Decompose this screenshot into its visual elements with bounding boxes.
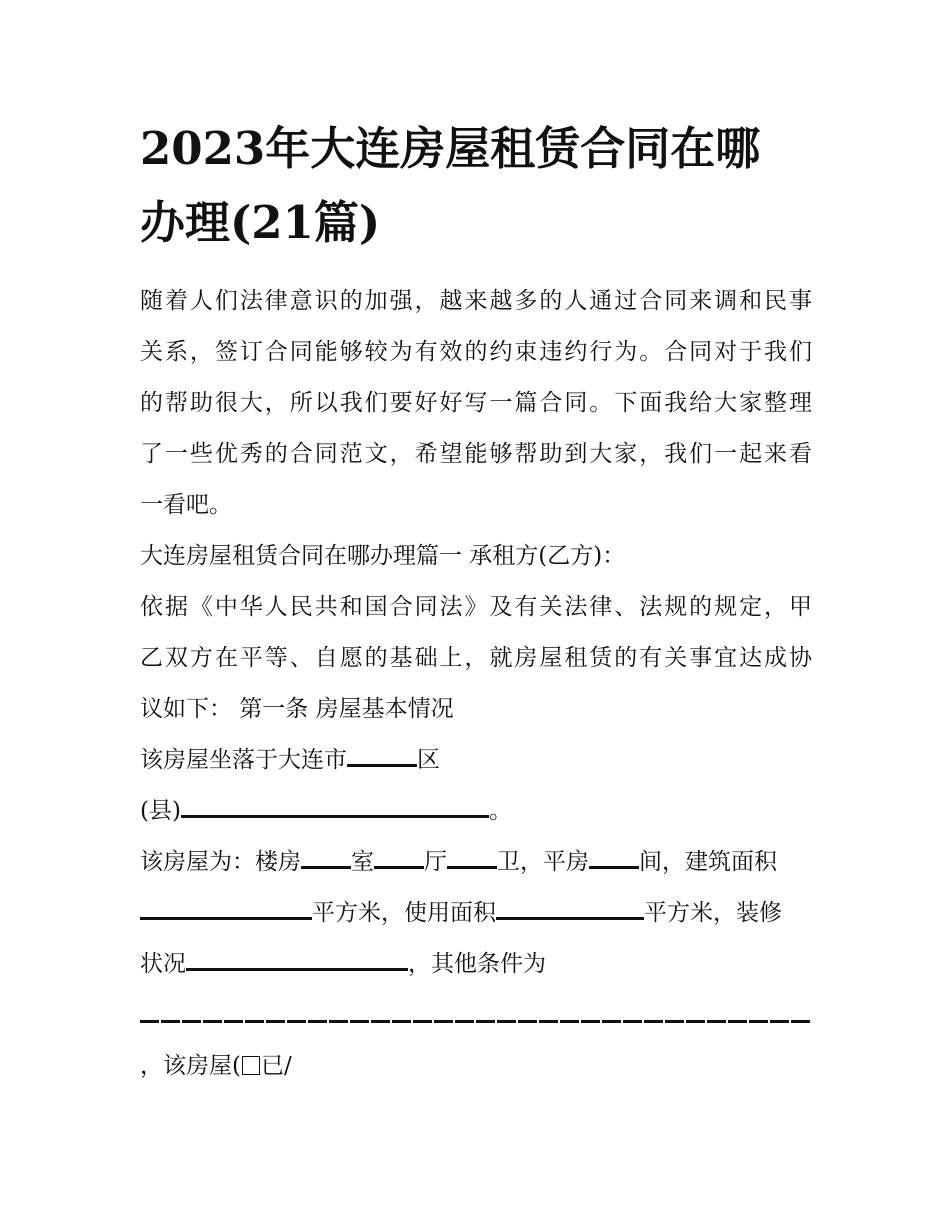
intro-line-3: 的帮助很大，所以我们要好好写一篇合同。下面我给大家整理 [140,390,812,416]
bath-label: 卫，平房 [497,849,589,875]
room-label: 室 [351,849,374,875]
building-area-blank [140,899,312,920]
jian-label: 间，建筑面积 [639,849,777,875]
title-line-1: 2023年大连房屋租赁合同在哪 [140,122,761,175]
intro-line-2: 关系，签订合同能够较为有效的约束违约行为。合同对于我们 [140,339,812,365]
county-label: (县) [140,798,181,824]
hall-label: 厅 [424,849,447,875]
checkbox-icon [242,1056,260,1075]
basis-line-3: 议如下： 第一条 房屋基本情况 [140,696,454,722]
location-district: 区 [417,747,440,773]
intro-line-1: 随着人们法律意识的加强，越来越多的人通过合同来调和民事 [140,288,812,314]
bath-blank [447,848,497,869]
county-line [140,786,812,837]
status-line [140,1041,812,1092]
title-line-2: 办理(21篇) [140,196,381,249]
decor-blank [186,950,408,971]
sqm-label-1: 平方米，使用面积 [312,900,496,926]
status-prefix: ，该房屋( [140,1053,241,1079]
other-conditions-blank [140,990,812,1041]
hall-blank [374,848,424,869]
basis-line-2: 乙双方在平等、自愿的基础上，就房屋租赁的有关事宜达成协 [140,645,812,671]
location-prefix: 该房屋坐落于大连市 [140,747,347,773]
section-heading: 大连房屋租赁合同在哪办理篇一 承租方(乙方)： [140,543,626,569]
document-title [140,112,812,260]
room-blank [301,848,351,869]
decor-label: 状况 [140,951,186,977]
county-end: 。 [488,798,512,824]
district-blank [347,746,417,767]
usable-area-blank [496,899,644,920]
intro-line-4: 了一些优秀的合同范文，希望能够帮助到大家，我们一起来看 [140,441,812,467]
area-line [140,888,812,939]
decor-line [140,939,812,990]
intro-line-5: 一看吧。 [140,492,232,518]
location-line [140,735,812,786]
jian-blank [589,848,639,869]
status-suffix: 已/ [260,1053,292,1079]
house-prefix: 该房屋为：楼房 [140,849,301,875]
other-label: ，其他条件为 [408,951,546,977]
basis-line-1: 依据《中华人民共和国合同法》及有关法律、法规的规定，甲 [140,594,812,620]
other-conditions-underline [140,1020,812,1023]
address-blank [181,797,489,818]
house-type-line [140,837,812,888]
document-body [140,276,812,1092]
sqm-label-2: 平方米，装修 [644,900,782,926]
